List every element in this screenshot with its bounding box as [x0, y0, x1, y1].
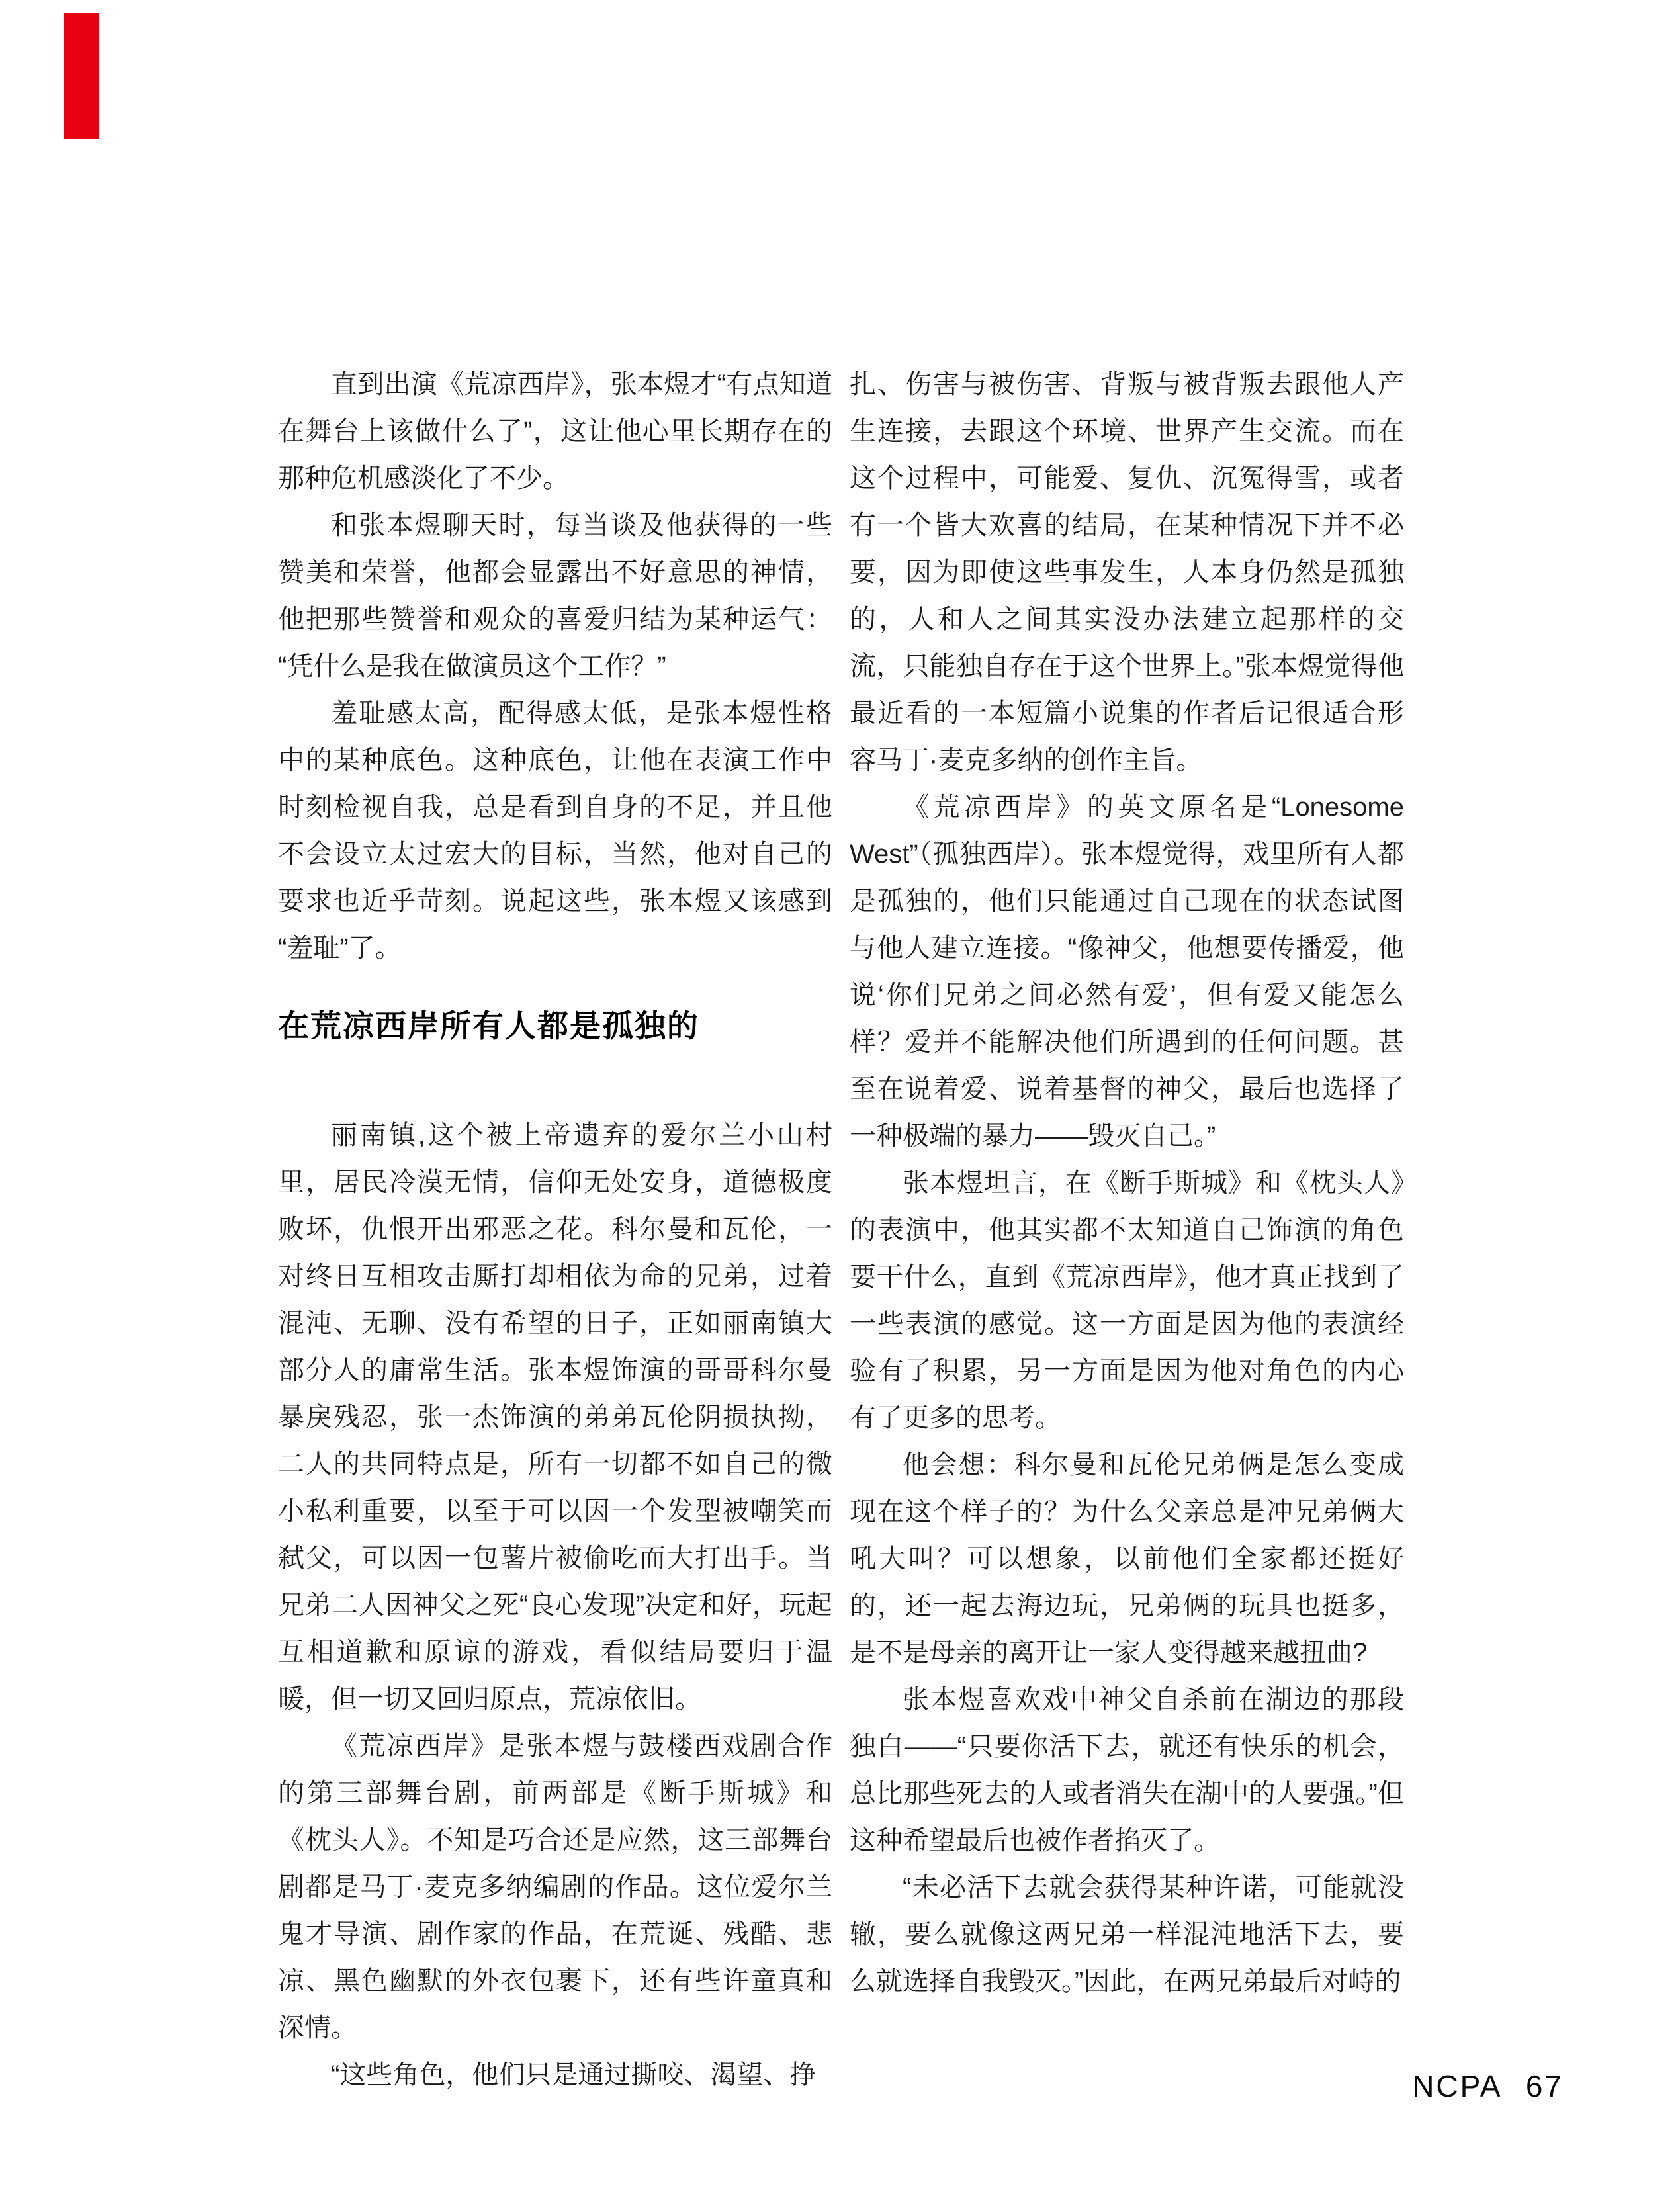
paragraph: 扎、伤害与被伤害、背叛与被背叛去跟他人产生连接，去跟这个环境、世界产生交流。而在这个过程中，可能爱、复仇、沉冤得雪，或者有一个皆大欢喜的结局，在某种情况下并不必要，因为即使这些事发生，人本身仍然是孤独的，人和人之间其实没办法建立起那样的交流，只能独自存在于这个世界上。”张本煜觉得他最近看的一本短篇小说集的作者后记很适合形容马丁·麦克多纳的创作主旨。: [850, 370, 1404, 775]
paragraph: 张本煜喜欢戏中神父自杀前在湖边的那段独白——“只要你活下去，就还有快乐的机会，总比那些死去的人或者消失在湖中的人要强。”但这种希望最后也被作者掐灭了。: [850, 1685, 1404, 1855]
section-heading: 在荒凉西岸所有人都是孤独的: [278, 1008, 699, 1043]
paragraph: 直到出演《荒凉西岸》，张本煜才“有点知道在舞台上该做什么了”，这让他心里长期存在的那种危机感淡化了不少。: [278, 370, 832, 493]
paragraph: 他会想：科尔曼和瓦伦兄弟俩是怎么变成现在这个样子的？为什么父亲总是冲兄弟俩大吼大叫？可以想象，以前他们全家都还挺好的，还一起去海边玩，兄弟俩的玩具也挺多，是不是母亲的离开让一家人变得越来越扭曲?: [850, 1450, 1404, 1667]
right-column: [850, 361, 1404, 2005]
red-accent-bar: [64, 13, 99, 139]
page-number: NCPA 67: [1412, 2069, 1564, 2103]
paragraph: 羞耻感太高，配得感太低，是张本煜性格中的某种底色。这种底色，让他在表演工作中时刻检视自我，总是看到自身的不足，并且他不会设立太过宏大的目标，当然，他对自己的要求也近乎苛刻。说起这些，张本煜又该感到“羞耻”了。: [278, 699, 832, 963]
paragraph: 《荒凉西岸》是张本煜与鼓楼西戏剧合作的第三部舞台剧，前两部是《断手斯城》和《枕头人》。不知是巧合还是应然，这三部舞台剧都是马丁·麦克多纳编剧的作品。这位爱尔兰鬼才导演、剧作家的作品，在荒诞、残酷、悲凉、黑色幽默的外衣包裹下，还有些许童真和深情。: [278, 1731, 832, 2042]
paragraph: 丽南镇,这个被上帝遗弃的爱尔兰小山村里，居民冷漠无情，信仰无处安身，道德极度败坏，仇恨开出邪恶之花。科尔曼和瓦伦，一对终日互相攻击厮打却相依为命的兄弟，过着混沌、无聊、没有希望的日子，正如丽南镇大部分人的庸常生活。张本煜饰演的哥哥科尔曼暴戾残忍，张一杰饰演的弟弟瓦伦阴损执拗，二人的共同特点是，所有一切都不如自己的微小私利重要，以至于可以因一个发型被嘲笑而弑父，可以因一包薯片被偷吃而大打出手。当兄弟二人因神父之死“良心发现”决定和好，玩起互相道歉和原谅的游戏，看似结局要归于温暖，但一切又回归原点，荒凉依旧。: [278, 1121, 832, 1714]
paragraph: “这些角色，他们只是通过撕咬、渴望、挣: [331, 2060, 817, 2089]
paragraph: 张本煜坦言，在《断手斯城》和《枕头人》的表演中，他其实都不太知道自己饰演的角色要干什么，直到《荒凉西岸》，他才真正找到了一些表演的感觉。这一方面是因为他的表演经验有了积累，另一方面是因为他对角色的内心有了更多的思考。: [850, 1168, 1404, 1432]
left-column: [278, 361, 832, 2099]
paragraph: “未必活下去就会获得某种许诺，可能就没辙，要么就像这两兄弟一样混沌地活下去，要么就选择自我毁灭。”因此，在两兄弟最后对峙的: [850, 1873, 1404, 1996]
paragraph: 和张本煜聊天时，每当谈及他获得的一些赞美和荣誉，他都会显露出不好意思的神情，他把那些赞誉和观众的喜爱归结为某种运气：“凭什么是我在做演员这个工作？”: [278, 511, 832, 681]
paragraph: 《荒凉西岸》的英文原名是“Lonesome West”（孤独西岸）。张本煜觉得，戏里所有人都是孤独的，他们只能通过自己现在的状态试图与他人建立连接。“像神父，他想要传播爱，他说‘你们兄弟之间必然有爱’，但有爱又能怎么样？爱并不能解决他们所遇到的任何问题。甚至在说着爱、说着基督的神父，最后也选择了一种极端的暴力——毁灭自己。”: [850, 793, 1404, 1151]
